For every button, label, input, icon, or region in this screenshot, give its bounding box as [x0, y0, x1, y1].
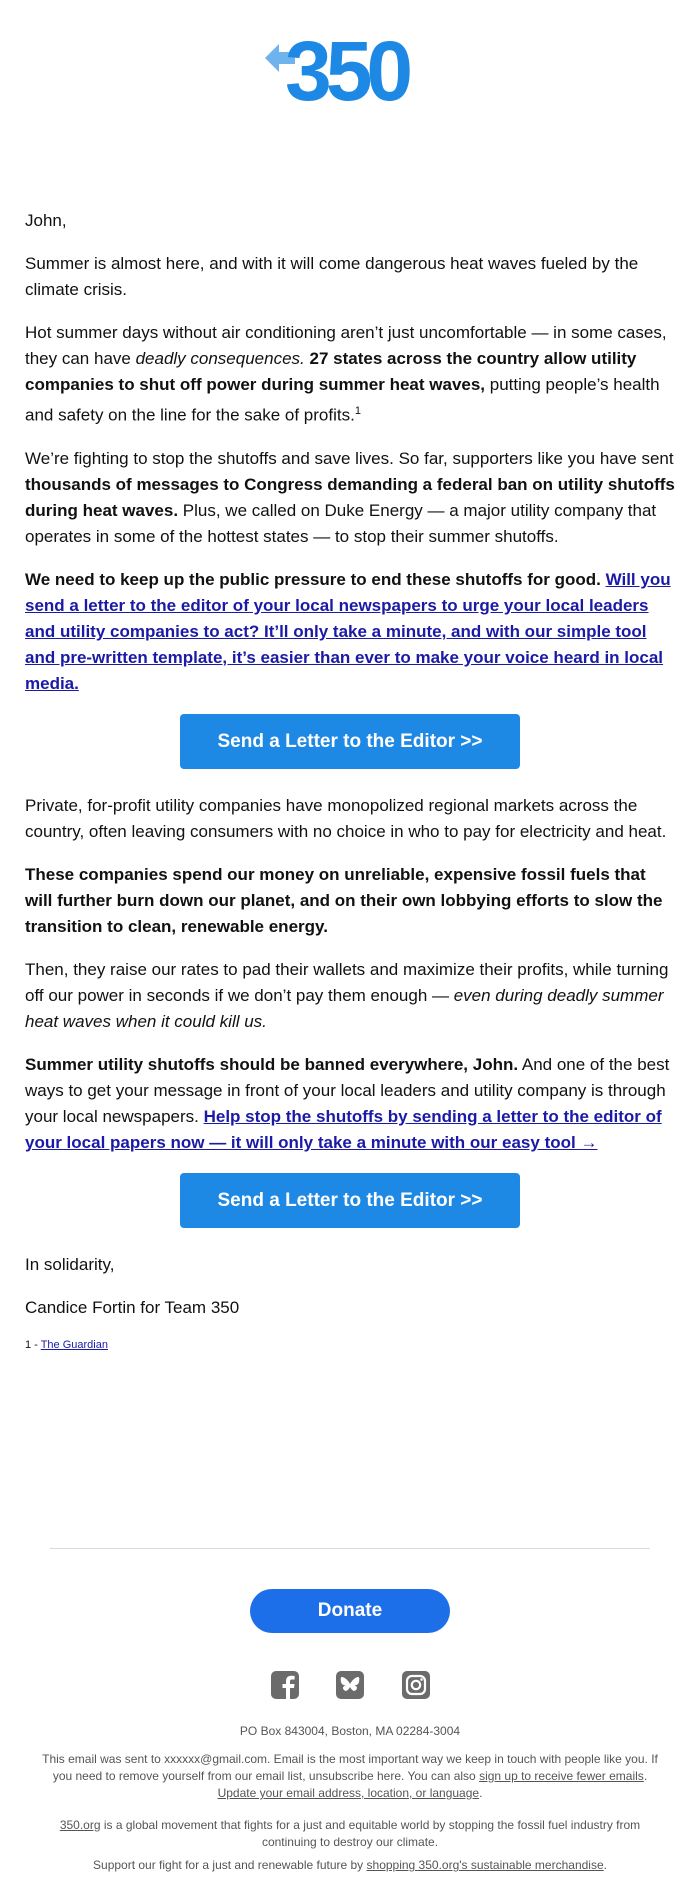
350-org-link[interactable]: 350.org — [59, 1818, 101, 1832]
svg-text:350: 350 — [285, 28, 408, 108]
footer-support: Support our fight for a just and renewable future by shopping 350.org's sustainable merchandise. — [93, 1858, 607, 1872]
signoff: In solidarity, — [25, 1254, 115, 1274]
fewer-emails-link[interactable]: sign up to receive fewer emails — [479, 1769, 644, 1783]
donate-button[interactable]: Donate — [250, 1589, 450, 1633]
facebook-icon[interactable] — [271, 1671, 299, 1699]
greeting: John, — [25, 211, 67, 230]
update-email-link[interactable]: Update your email address, location, or language — [217, 1786, 480, 1800]
footnote: 1 - The Guardian — [25, 1338, 108, 1351]
footer-sent-notice: This email was sent to xxxxxx@gmail.com. Email is the most important way we keep in touch with people like you. If you need to remove yourself from our email list, unsubscribe here. You can also sign up to receive fewer emails. Update your email address, location, or language. — [42, 1752, 658, 1800]
paragraph-consequences: Hot summer days without air conditioning aren’t just uncomfortable — in some cases, they can have deadly consequences. 27 states across the country allow utility companies to shut off power during summer heat waves, putting people’s health and safety on the line for the sake of profits.$^1$ — [25, 323, 667, 425]
cta-container — [25, 1173, 675, 1228]
paragraph-monopoly: Private, for-profit utility companies have monopolized regional markets across the country, often leaving consumers with no choice in who to pay for electricity and heat. — [25, 795, 667, 841]
paragraph-fossil-fuels: These companies spend our money on unreliable, expensive fossil fuels that will further burn down our planet, and on their own lobbying efforts to slow the transition to clean, renewable energy. — [25, 864, 663, 936]
paragraph-banned: Summer utility shutoffs should be banned everywhere, John. And one of the best ways to get your message in front of your local leaders and utility company is through your local newspapers. Help stop the shutoffs by sending a letter to the editor of your local papers now — it will only take a minute with our easy tool → — [25, 1054, 670, 1152]
bluesky-icon[interactable] — [336, 1671, 364, 1699]
paragraph-fighting: We’re fighting to stop the shutoffs and save lives. So far, supporters like you have sent thousands of messages to Congress demanding a federal ban on utility shutoffs during heat waves. Plus, we called on Duke Energy — a major utility company that operates in some of the hottest states — to stop their summer shutoffs. — [25, 448, 675, 546]
letter-to-editor-link[interactable]: Will you send a letter to the editor of your local newspapers to urge your local leaders and utility companies to act? It’ll only take a minute, and with our simple tool and pre-written template, it’s easier than ever to make your voice heard in local media. — [25, 569, 671, 693]
send-letter-button[interactable]: Send a Letter to the Editor >> — [180, 714, 520, 769]
footer-about: 350.org is a global movement that fights for a just and equitable world by stopping the fossil fuel industry from continuing to destroy our climate. — [59, 1818, 641, 1849]
footnote-source-link[interactable]: The Guardian — [40, 1338, 108, 1351]
instagram-icon[interactable] — [402, 1671, 430, 1699]
350-logo[interactable] — [265, 28, 435, 108]
merchandise-link[interactable]: shopping 350.org's sustainable merchandise — [366, 1858, 604, 1872]
cta-container — [25, 714, 675, 769]
footer-divider — [50, 1548, 650, 1549]
footer-address: PO Box 843004, Boston, MA 02284-3004 — [239, 1724, 461, 1738]
email-body — [25, 208, 675, 1352]
footnote-ref: 1 — [354, 405, 361, 417]
paragraph-ask: We need to keep up the public pressure to end these shutoffs for good. Will you send a letter to the editor of your local newspapers to urge your local leaders and utility companies to act? It’ll only take a minute, and with our simple tool and pre-written template, it’s easier than ever to make your voice heard in local media. — [25, 569, 671, 693]
send-letter-button-2[interactable]: Send a Letter to the Editor >> — [180, 1173, 520, 1228]
stop-shutoffs-link[interactable]: Help stop the shutoffs by sending a letter to the editor of your local papers now — it will only take a minute with our easy tool → — [25, 1106, 662, 1152]
paragraph-intro: Summer is almost here, and with it will come dangerous heat waves fueled by the climate crisis. — [25, 254, 639, 299]
signature: Candice Fortin for Team 350 — [25, 1297, 240, 1317]
paragraph-rates: Then, they raise our rates to pad their wallets and maximize their profits, while turning off our power in seconds if we don’t pay them enough — even during deadly summer heat waves when it could kill us. — [25, 959, 669, 1031]
